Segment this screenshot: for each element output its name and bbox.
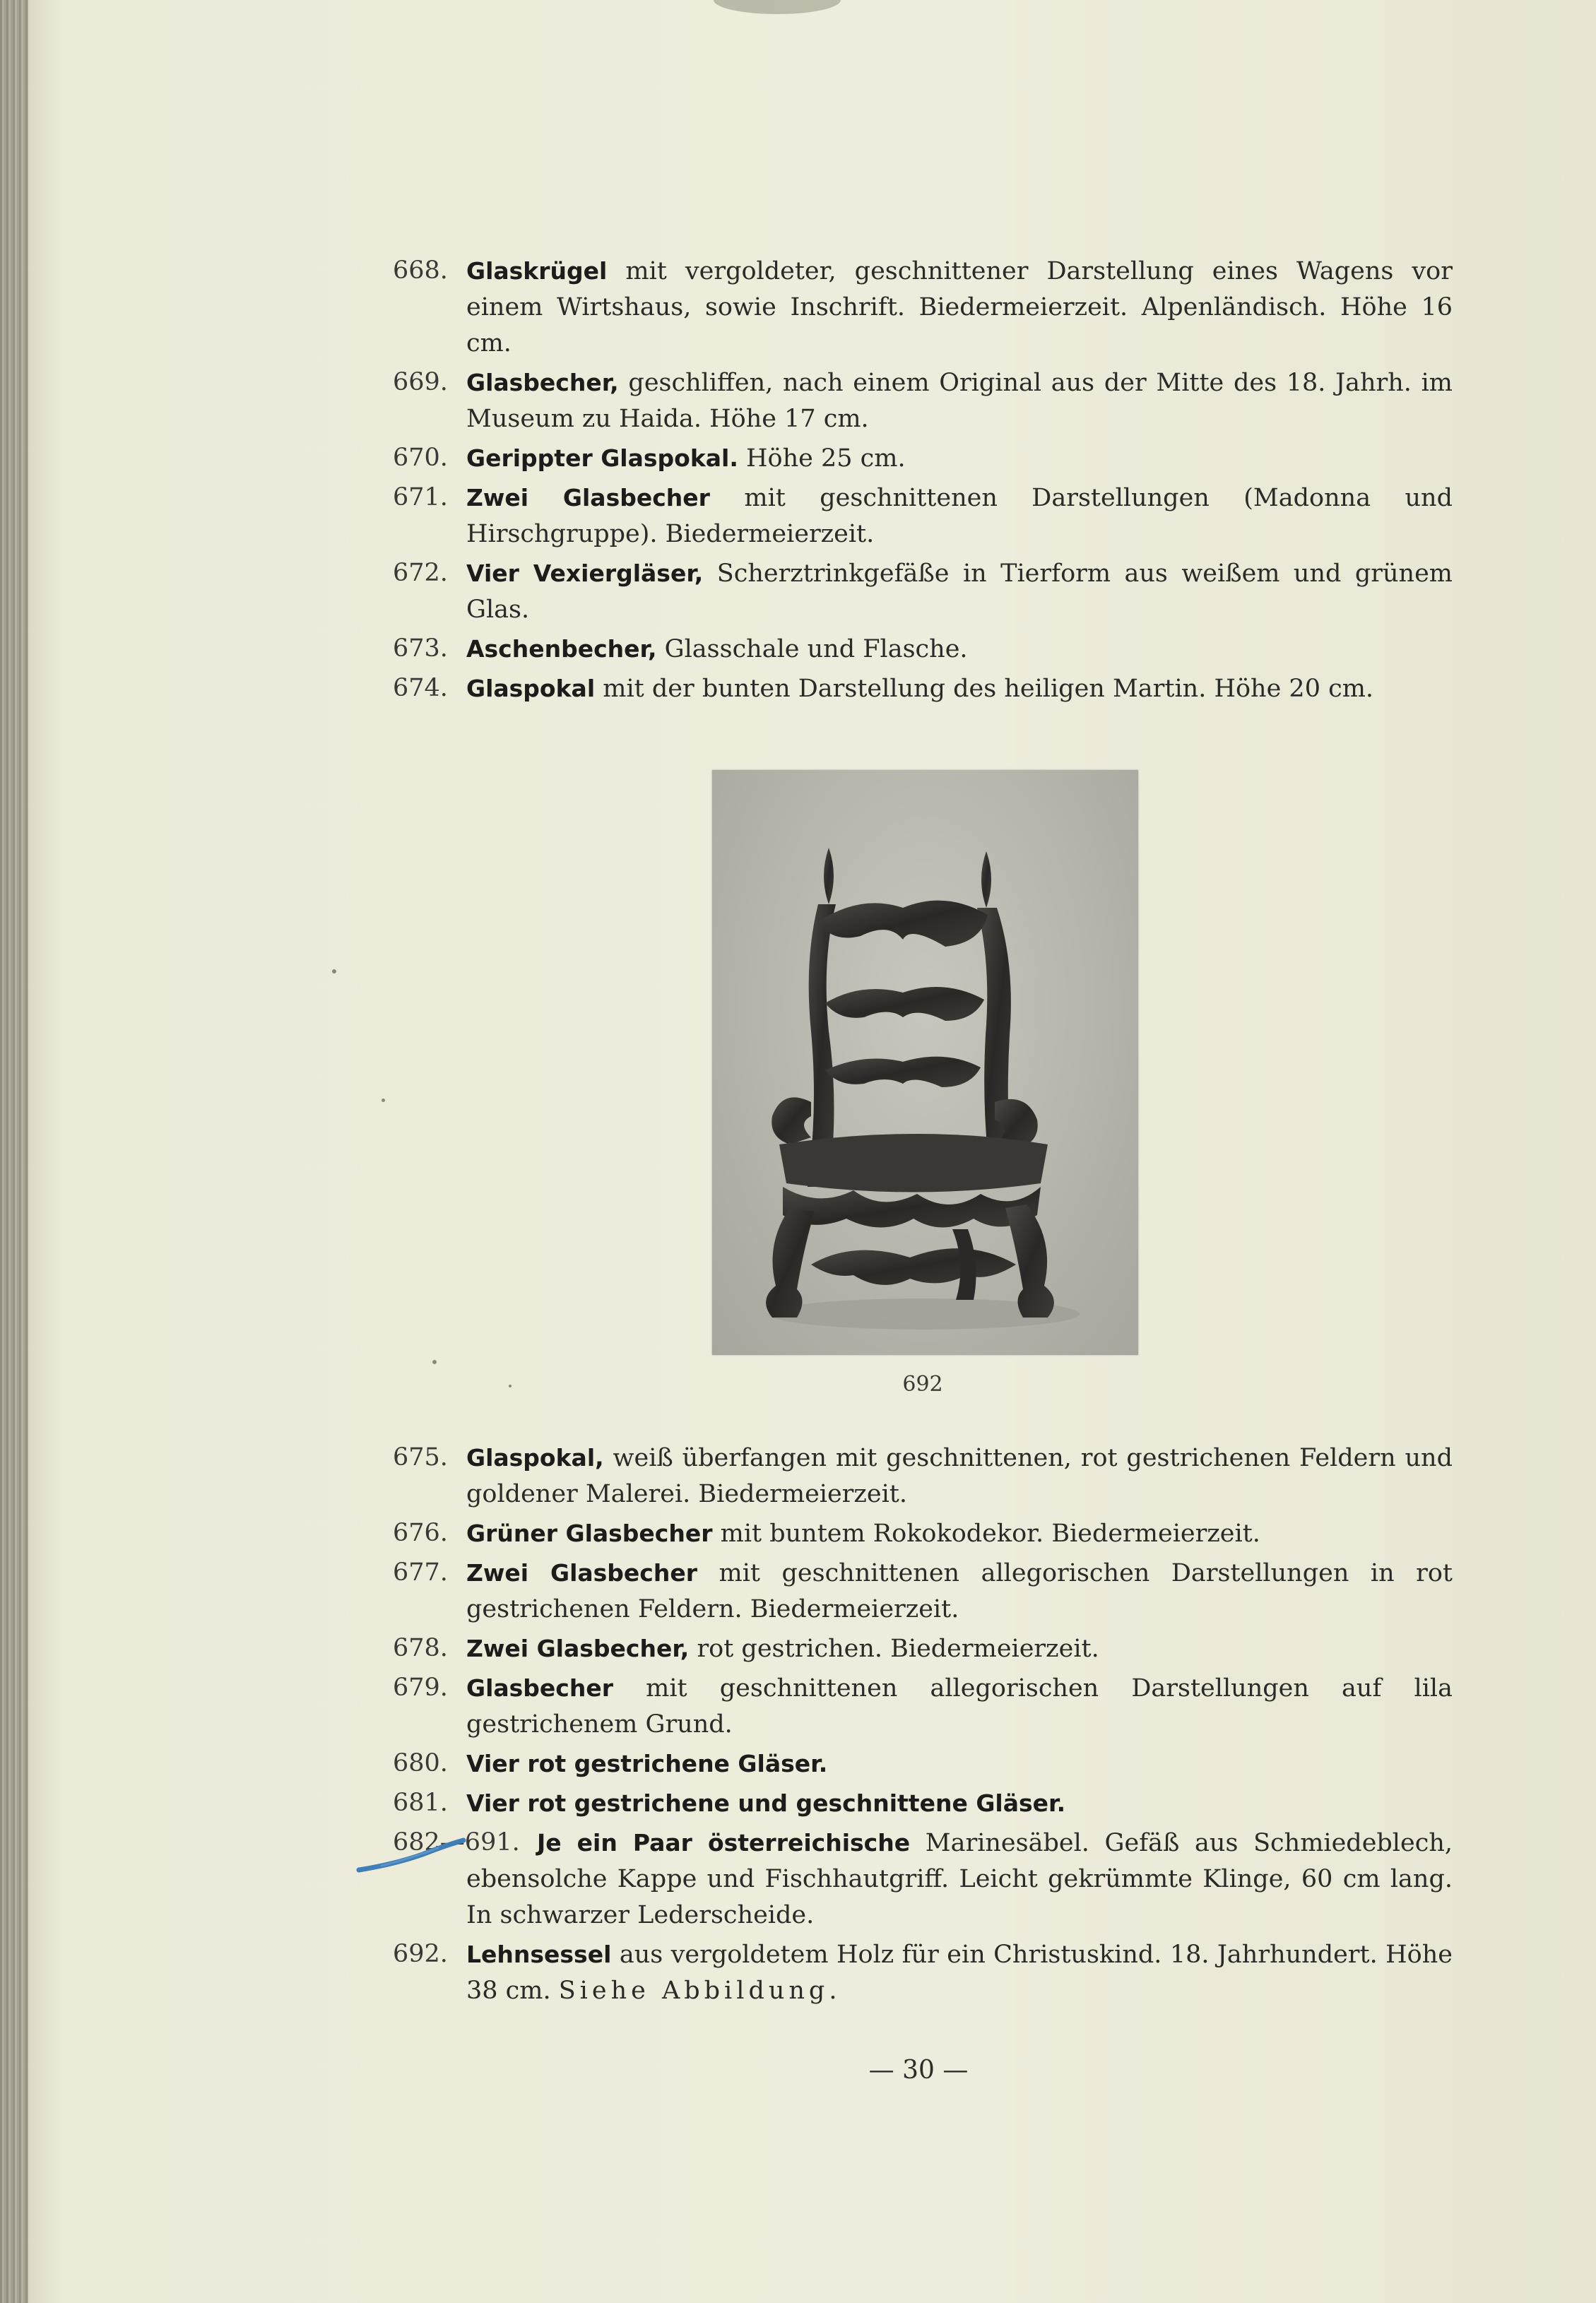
entry-name: Aschenbecher, — [466, 635, 657, 663]
catalog-entry — [393, 1936, 1453, 2009]
entry-text: mit der bunten Darstellung des heiligen Martin. Höhe 20 cm. — [595, 675, 1374, 703]
entry-number: 676. — [393, 1519, 448, 1547]
catalog-entry — [393, 1746, 1453, 1782]
entry-text: mit geschnittenen allegorischen Darstellungen in rot gestrichenen Feldern. Biedermeierzeit. — [466, 1559, 1453, 1623]
paper-speck — [332, 969, 336, 973]
catalog-entry — [393, 480, 1453, 552]
paper-speck — [432, 1360, 437, 1364]
entry-name: Grüner Glasbecher — [466, 1520, 713, 1547]
entry-number: 692. — [393, 1940, 448, 1968]
entry-number: 668. — [393, 256, 448, 285]
catalog-entry — [393, 1515, 1453, 1552]
paper-speck — [382, 1099, 385, 1102]
entry-number: 670. — [393, 444, 448, 472]
entry-name: Zwei Glasbecher — [466, 484, 710, 511]
entry-text: Höhe 25 cm. — [738, 444, 906, 473]
catalog-entry — [393, 670, 1453, 707]
entry-name: Lehnsessel — [466, 1941, 612, 1968]
book-binding-edge — [0, 0, 28, 2303]
entry-text: rot gestrichen. Biedermeierzeit. — [689, 1635, 1099, 1663]
chair-illustration — [712, 770, 1138, 1355]
binding-thread — [714, 0, 841, 14]
catalog-entry — [393, 555, 1453, 628]
entry-number: 680. — [393, 1749, 448, 1777]
entry-number: 678. — [393, 1634, 448, 1662]
entry-reference: Siehe Abbildung. — [558, 1977, 841, 2005]
entry-text: aus vergoldetem Holz für ein Christuskind. 18. Jahrhundert. Höhe 38 cm. — [466, 1941, 1453, 2005]
entry-number: 673. — [393, 634, 448, 663]
entry-name: Gerippter Glaspokal. — [466, 444, 738, 472]
catalog-entries-bottom — [393, 1440, 1453, 2012]
entry-number: 672. — [393, 559, 448, 587]
entry-name: Glasbecher, — [466, 369, 619, 396]
catalog-entry — [393, 1555, 1453, 1628]
entry-name: Glaspokal, — [466, 1444, 604, 1472]
chair-photograph — [712, 770, 1138, 1355]
entry-text: mit geschnittenen Darstellungen (Madonna und Hirschgruppe). Biedermeierzeit. — [466, 484, 1453, 548]
entry-number: 681. — [393, 1789, 448, 1817]
catalog-entry — [393, 253, 1453, 362]
entry-number: 682—691. — [393, 1828, 520, 1857]
catalog-entry — [393, 1440, 1453, 1512]
entry-text: Glasschale und Flasche. — [656, 635, 968, 663]
paper-speck — [509, 1385, 512, 1387]
catalog-entry — [393, 440, 1453, 477]
entry-name: Zwei Glasbecher — [466, 1559, 698, 1587]
entry-number: 677. — [393, 1558, 448, 1587]
catalog-entry — [393, 365, 1453, 437]
entry-text: mit vergoldeter, geschnittener Darstellung eines Wagens vor einem Wirtshaus, sowie Inschrift. Biedermeierzeit. Alpenländisch. Höhe 16 cm. — [466, 257, 1453, 357]
entry-name: Glasbecher — [466, 1674, 614, 1702]
entry-text: mit buntem Rokokodekor. Biedermeierzeit. — [712, 1520, 1260, 1548]
entry-name: Je ein Paar österreichische — [537, 1829, 911, 1857]
entry-name: Glaskrügel — [466, 257, 608, 285]
entry-name: Vier rot gestrichene Gläser. — [466, 1750, 828, 1777]
catalog-entry — [393, 1670, 1453, 1743]
entry-name: Zwei Glasbecher, — [466, 1635, 690, 1662]
entry-name: Vier rot gestrichene und geschnittene Gläser. — [466, 1789, 1066, 1817]
figure-caption: 692 — [902, 1372, 943, 1397]
entry-name: Glaspokal — [466, 675, 596, 702]
entry-number: 674. — [393, 674, 448, 702]
entry-text: Scherztrinkgefäße in Tierform aus weißem und grünem Glas. — [466, 560, 1453, 624]
catalog-entry — [393, 1825, 1453, 1934]
entry-number: 679. — [393, 1674, 448, 1702]
entry-text: mit geschnittenen allegorischen Darstellungen auf lila gestrichenem Grund. — [466, 1674, 1453, 1739]
entry-text: Marinesäbel. Gefäß aus Schmiedeblech, ebensolche Kappe und Fischhautgriff. Leicht gekrümmte Klinge, 60 cm lang. In schwarzer Lederscheide. — [466, 1829, 1453, 1929]
entry-number: 669. — [393, 368, 448, 396]
catalog-entries-top — [393, 253, 1453, 710]
entry-number: 675. — [393, 1443, 448, 1472]
catalog-entry — [393, 1785, 1453, 1822]
entry-text: weiß überfangen mit geschnittenen, rot gestrichenen Feldern und goldener Malerei. Biedermeierzeit. — [466, 1444, 1453, 1508]
pen-annotation-mark — [353, 1826, 473, 1876]
entry-text: geschliffen, nach einem Original aus der Mitte des 18. Jahrh. im Museum zu Haida. Höhe 17 cm. — [466, 369, 1453, 433]
entry-number: 671. — [393, 483, 448, 511]
entry-name: Vier Vexiergläser, — [466, 560, 704, 587]
catalog-entry — [393, 1630, 1453, 1667]
page-number: — 30 — — [868, 2056, 969, 2085]
catalog-entry — [393, 631, 1453, 668]
